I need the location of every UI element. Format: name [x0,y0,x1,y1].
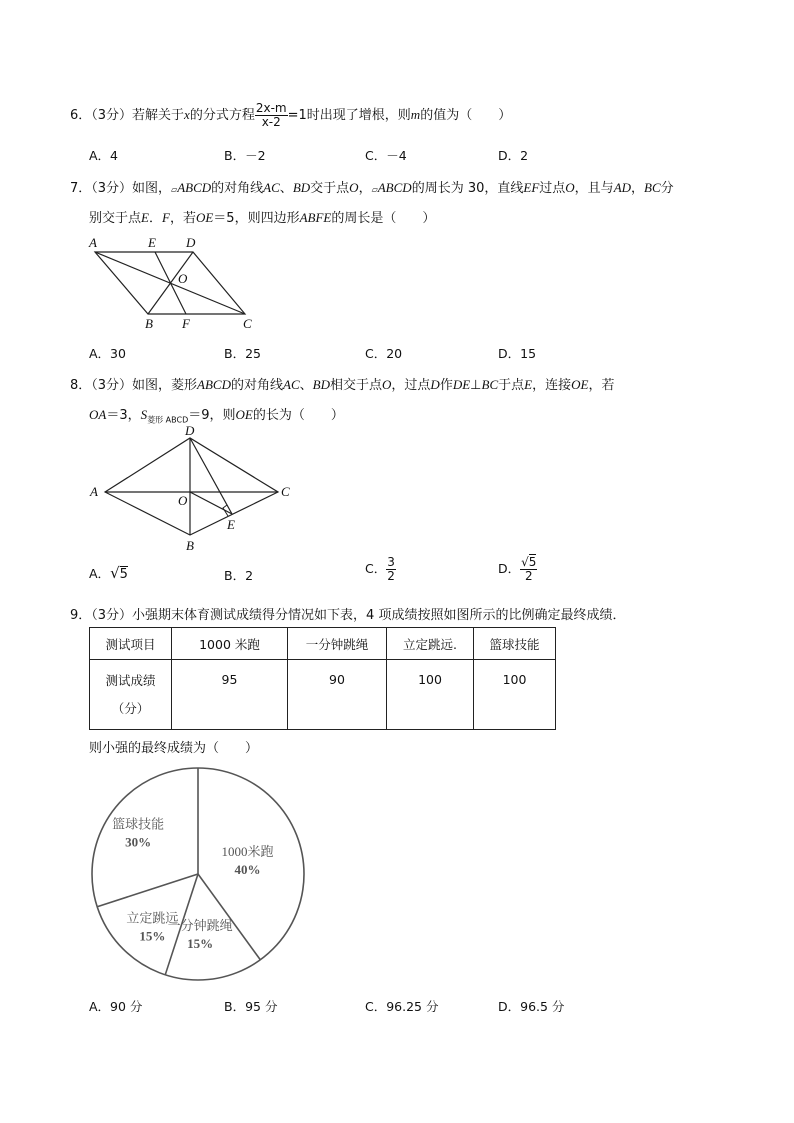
q8-option-a[interactable]: A．√5 [89,564,128,582]
q7-option-c[interactable]: C．20 [365,346,403,361]
q7-label-d: D [186,235,196,250]
q7-parallelogram-figure [85,234,265,334]
q9-question: 则小强的最终成绩为（ ） [89,741,259,756]
q8-label-e: E [227,517,235,532]
q7-option-b[interactable]: B．25 [224,346,261,361]
q6-option-d[interactable]: D．2 [498,148,529,163]
q9-option-a[interactable]: A．90 分 [89,999,143,1014]
q8-rhombus [105,438,278,535]
table-row [90,660,556,730]
pie-slice-percent: 40% [234,861,261,877]
sqrt-symbol: √ [521,555,529,569]
table-header-cell: 一分钟跳绳 [288,628,387,660]
q8-stem-line1: 8．（3分）如图，菱形ABCD的对角线AC、BD相交于点O，过点D作DE⊥BC于点E，连接OE，若 [70,377,615,393]
table-row-label: 测试成绩 （分） [90,660,172,730]
pie-slice-percent: 15% [139,928,166,944]
pie-slice-percent: 30% [125,834,152,850]
q8-label-o: O [178,493,188,508]
sqrt-symbol: √ [110,564,120,582]
q6-option-c[interactable]: C．－4 [365,148,407,163]
q8-option-c[interactable]: C． $\frac{3}{2}$ [365,555,395,583]
table-cell: 90 [288,660,387,730]
pie-slice-name: 1000米跑 [221,843,274,859]
q9-stem: 9．（3分）小强期末体育测试成绩得分情况如下表，4 项成绩按照如图所示的比例确定最终成绩． [70,608,626,623]
q9-score-table [89,627,556,730]
pie-slice-name: 篮球技能 [112,816,165,832]
q8-option-d[interactable]: D． $\frac{√5}{2}$ [498,555,537,583]
q9-option-d[interactable]: D．96.5 分 [498,999,565,1014]
q8-label-a: A [90,484,98,499]
pie-slice-name: 立定跳远 [126,910,179,926]
q7-stem-line1: 7．（3分）如图，▱ABCD的对角线AC、BD交于点O，▱ABCD的周长为 30，直线EF过点O，且与AD，BC分 [70,180,674,196]
q7-label-f: F [182,316,190,331]
q7-label-b: B [145,316,153,331]
table-cell: 100 [474,660,556,730]
table-cell: 95 [172,660,288,730]
q8-label-d: D [185,425,195,438]
q7-label-o: O [178,271,188,286]
pie-slice-name: 一分钟跳绳 [167,917,233,933]
q6-fraction: $\frac{2x-m}{x-2}$ [255,101,287,129]
q7-stem-line2: 别交于点E．F，若OE＝5，则四边形ABFE的周长是（ ） [89,210,436,226]
table-header-row [90,628,556,660]
q6-option-b[interactable]: B．－2 [224,148,266,163]
table-header-cell: 立定跳远. [387,628,474,660]
q7-label-c: C [243,316,252,331]
q7-option-d[interactable]: D．15 [498,346,537,361]
q9-pie-chart [88,763,312,987]
q8-option-b[interactable]: B．2 [224,568,254,583]
q9-option-b[interactable]: B．95 分 [224,999,278,1014]
q6-option-a[interactable]: A．4 [89,148,119,163]
table-header-cell: 1000 米跑 [172,628,288,660]
q7-option-a[interactable]: A．30 [89,346,126,361]
pie-slice-percent: 15% [187,935,214,951]
q8-label-b: B [186,538,194,553]
q8-rhombus-figure [85,425,305,555]
table-cell: 100 [387,660,474,730]
q7-label-e: E [148,235,156,250]
q8-stem-line2: OA＝3，$S_{菱形 ABCD}=9$，则OE的长为（ ） [89,407,344,425]
q9-option-c[interactable]: C．96.25 分 [365,999,439,1014]
q6-stem: 6．（3分）若解关于x的分式方程 $\frac{2x-m}{x-2}$ =1时出现了增根，则m的值为（ ） [70,101,512,129]
q7-label-a: A [89,235,97,250]
table-header-cell: 测试项目 [90,628,172,660]
q8-label-c: C [281,484,290,499]
table-header-cell: 篮球技能 [474,628,556,660]
